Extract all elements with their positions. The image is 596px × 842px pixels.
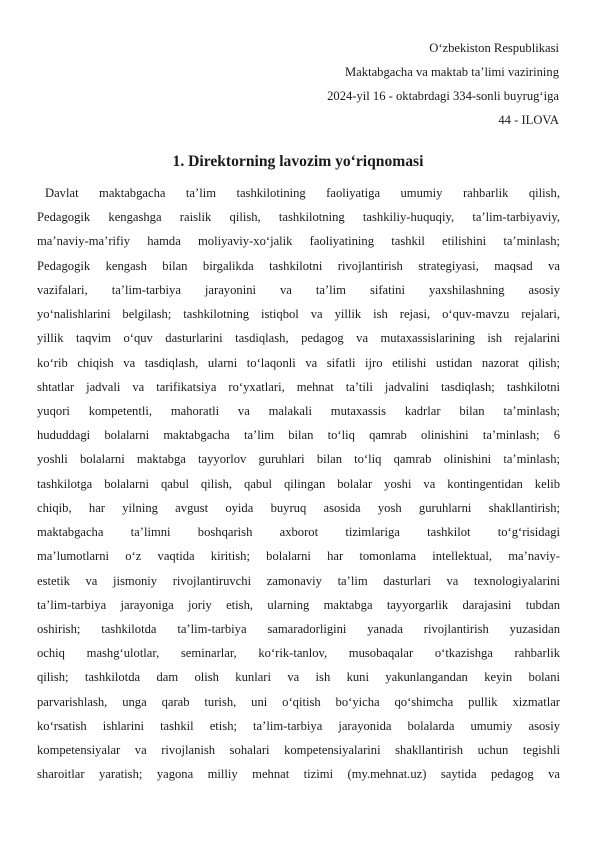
body-line: ko‘rsatish ishlarini tashkil etish; ta’lim-tarbiya jarayonida bolalarda umumiy asosiy — [37, 718, 560, 733]
body-line: yuqori kompetentli, mahoratli va malakali mutaxassis kadrlar bilan ta’minlash; — [37, 403, 560, 418]
body-line: ma’lumotlarni o‘z vaqtida kiritish; bolalarni har tomonlama intellektual, ma’naviy- — [37, 549, 560, 564]
body-line: ta’lim-tarbiya jarayoniga joriy etish, ularning maktabga tayyorgarlik darajasini tubdan — [37, 597, 560, 612]
body-line: hududdagi bolalarni maktabgacha ta’lim bilan to‘liq qamrab olinishini ta’minlash; 6 — [37, 428, 560, 443]
body-line: ko‘rib chiqish va tasdiqlash, ularni to‘laqonli va sifatli ijro etilishi ustidan nazorat qilish; — [37, 355, 560, 370]
body-line: Davlat maktabgacha ta’lim tashkilotining faoliyatiga umumiy rahbarlik qilish, — [45, 186, 560, 200]
header-ministry: Maktabgacha va maktab ta’limi vazirining — [344, 65, 559, 79]
body-line: oshirish; tashkilotda ta’lim-tarbiya samaradorligini yanada rivojlantirish yuzasidan — [37, 621, 560, 636]
body-line: Pedagogik kengash bilan birgalikda tashkilotni rivojlantirish strategiyasi, maqsad va — [37, 258, 560, 273]
body-line: sharoitlar yaratish; yagona milliy mehnat tizimi (my.mehnat.uz) saytida pedagog va — [37, 767, 560, 782]
body-line: parvarishlash, unga qarab turish, uni o‘qitish bo‘yicha qo‘shimcha pullik xizmatlar — [37, 694, 560, 709]
body-line: yoshli bolalarni maktabga tayyorlov guruhlari bilan to‘liq qamrab olinishini ta’minlash; — [37, 452, 560, 467]
body-paragraph — [37, 181, 560, 786]
body-line: maktabgacha ta’limni boshqarish axborot tizimlariga tashkilot to‘g‘risidagi — [37, 525, 560, 540]
body-line: tashkilotga bolalarni qabul qilish, qabul qilingan bolalar yoshi va kontingentidan kelib — [37, 476, 560, 491]
approval-header — [327, 36, 559, 132]
header-appendix: 44 - ILOVA — [498, 113, 559, 127]
document-title: 1. Direktorning lavozim yo‘riqnomasi — [172, 153, 424, 170]
body-line: ma’naviy-ma’rifiy hamda moliyaviy-xo‘jalik faoliyatining tashkil etilishini ta’minlash; — [37, 234, 560, 249]
body-line: kompetensiyalar va rivojlanish sohalari kompetensiyalarini shakllantirish uchun tegishli — [37, 743, 560, 758]
body-line: vazifalari, ta’lim-tarbiya jarayonini va ta’lim sifatini yaxshilashning asosiy — [37, 282, 560, 297]
header-order: 2024-yil 16 - oktabrdagi 334-sonli buyrug‘iga — [327, 89, 559, 103]
body-line: shtatlar jadvali va tarifikatsiya ro‘yxatlari, mehnat ta’tili jadvalini tasdiqlash; tashkilotni — [37, 379, 560, 394]
body-line: Pedagogik kengashga raislik qilish, tashkilotning tashkiliy-huquqiy, ta’lim-tarbiyaviy, — [37, 210, 560, 225]
body-line: qilish; tashkilotda dam olish kunlari va ish kuni yakunlangandan keyin bolani — [37, 670, 560, 685]
body-line: estetik va jismoniy rivojlantiruvchi zamonaviy ta’lim dasturlari va texnologiyalarini — [37, 573, 560, 588]
header-country: O‘zbekiston Respublikasi — [429, 41, 559, 55]
body-line: yo‘nalishlarini belgilash; tashkilotning istiqbol va yillik ish rejasi, o‘quv-mavzu rejalari, — [37, 307, 560, 322]
body-line: yillik taqvim o‘quv dasturlarini tasdiqlash, pedagog va mutaxassislarining ish rejalarini — [37, 331, 560, 346]
body-line: chiqib, har yilning avgust oyida buyruq asosida yosh guruhlarni shakllantirish; — [37, 500, 560, 515]
body-line: ochiq mashg‘ulotlar, seminarlar, ko‘rik-tanlov, musobaqalar o‘tkazishga rahbarlik — [37, 646, 560, 661]
